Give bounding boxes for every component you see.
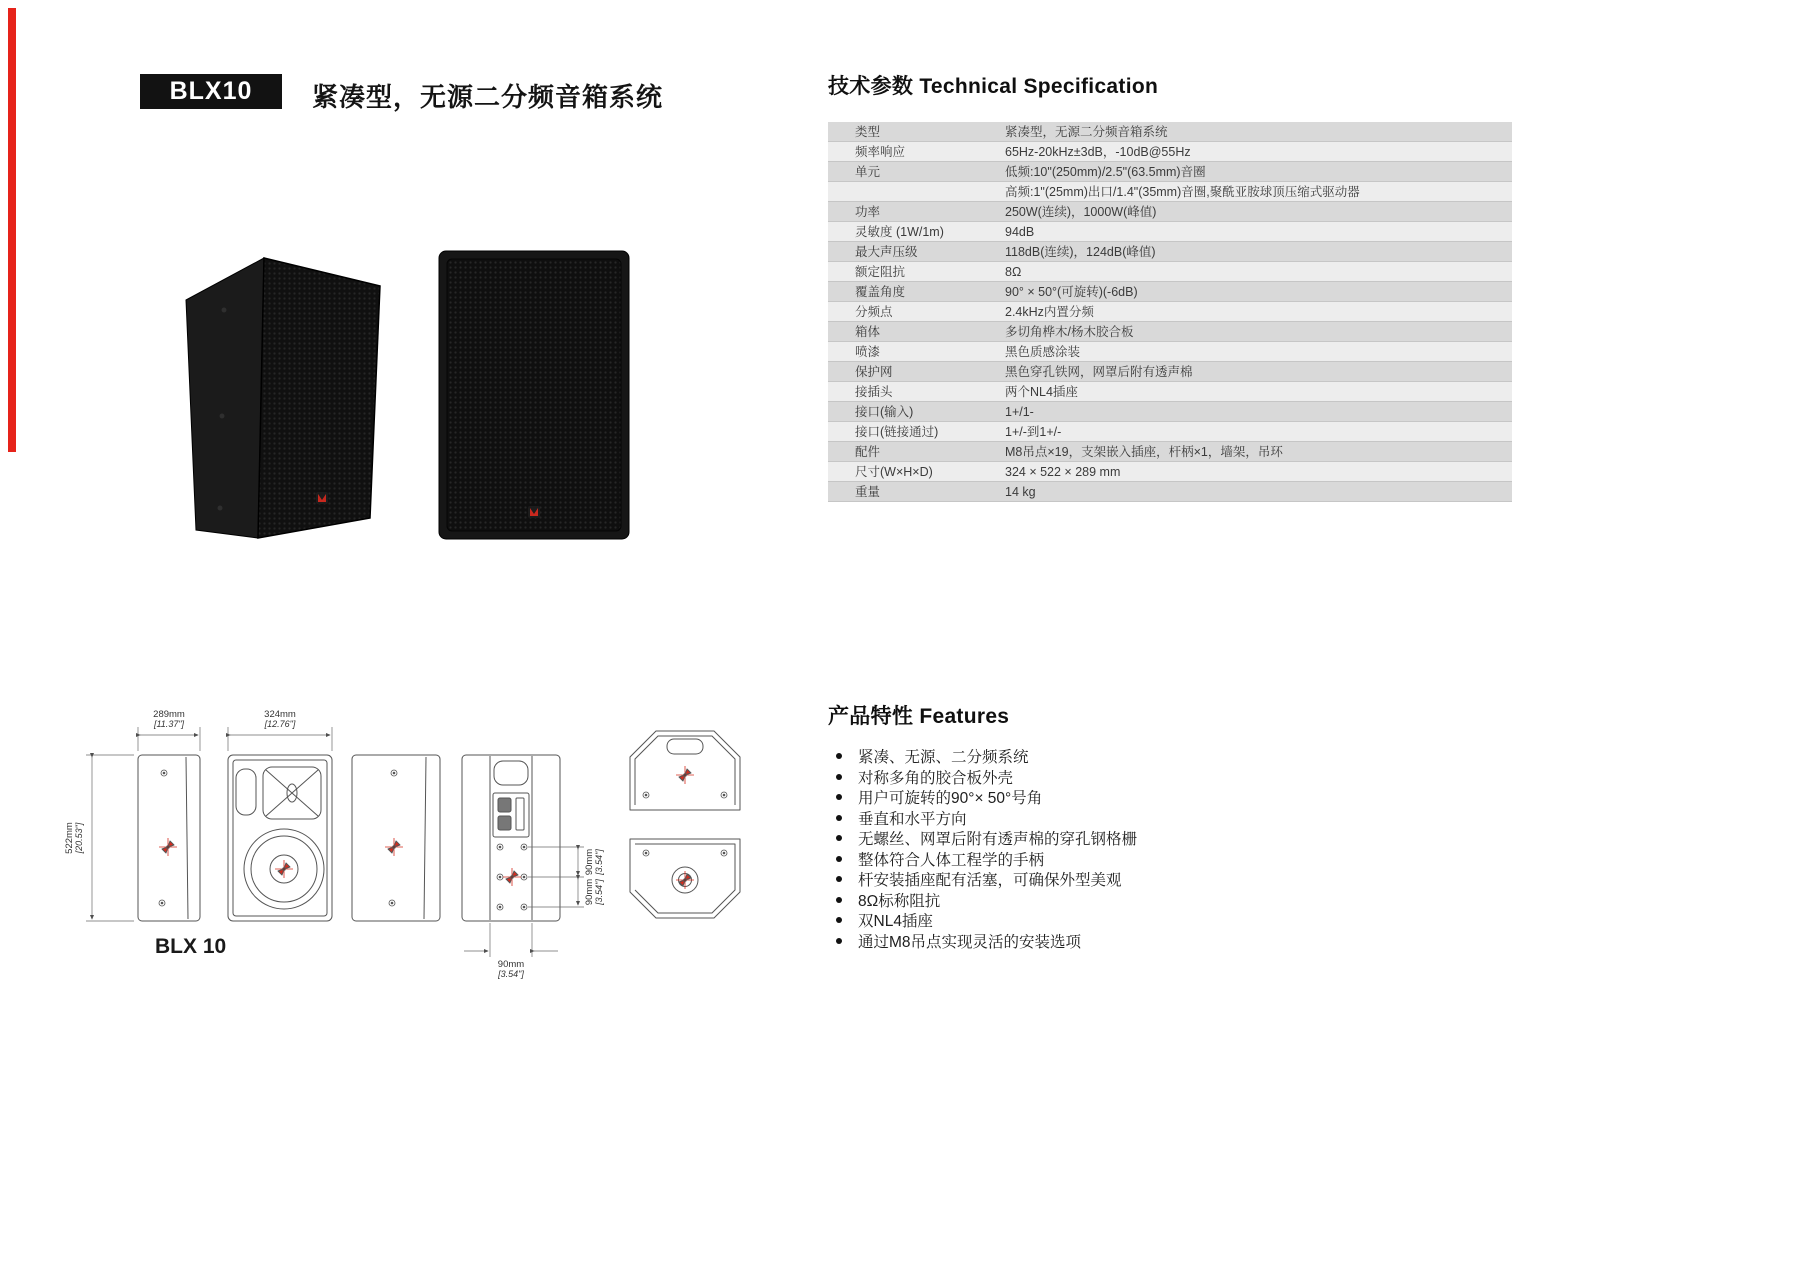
spec-row (828, 342, 1512, 362)
dim-socket-mm: 90mm (584, 878, 595, 906)
feature-item (828, 787, 1428, 808)
feature-item (828, 931, 1428, 952)
spec-label: 覆盖角度 (855, 285, 906, 299)
speaker-photo-angled (172, 246, 392, 548)
spec-label: 接口(输入) (855, 405, 914, 419)
spec-row (828, 142, 1512, 162)
spec-value: 高频:1"(25mm)出口/1.4"(35mm)音圈,聚酰亚胺球顶压缩式驱动器 (1005, 185, 1360, 199)
spec-value: 黑色穿孔铁网，网罩后附有透声棉 (1005, 365, 1193, 379)
features-list (828, 746, 1428, 951)
spec-row (828, 322, 1512, 342)
features-heading (828, 700, 1428, 730)
speaker-side-panel (186, 258, 264, 538)
spec-row (828, 302, 1512, 322)
bullet-icon (836, 774, 842, 780)
dim-depth-in: [11.37"] (153, 719, 185, 729)
dim-height-mm: 522mm (64, 822, 75, 854)
spec-heading-cn: 技术参数 (828, 75, 914, 98)
spec-value: 1+/-到1+/- (1005, 425, 1062, 439)
spec-value: 118dB(连续)，124dB(峰值) (1005, 245, 1156, 259)
bullet-icon (836, 917, 842, 923)
bullet-icon (836, 856, 842, 862)
feature-text: 双NL4插座 (858, 913, 933, 931)
spec-row (828, 442, 1512, 462)
spec-label: 尺寸(W×H×D) (855, 465, 933, 479)
bullet-icon (836, 876, 842, 882)
spec-label: 重量 (855, 485, 881, 499)
feature-item (828, 890, 1428, 911)
spec-value: 1+/1- (1005, 405, 1034, 419)
spec-label: 保护网 (855, 365, 893, 379)
feature-item (828, 767, 1428, 788)
dim-socket-mm: 90mm (584, 848, 595, 876)
dim-socket-in: [3.54"] (594, 849, 604, 875)
drawing-side-view-left (138, 755, 200, 921)
spec-row (828, 262, 1512, 282)
feature-text: 8Ω标称阻抗 (858, 892, 941, 910)
spec-section-heading (828, 70, 1158, 100)
spec-row (828, 182, 1512, 202)
bullet-icon (836, 897, 842, 903)
technical-drawings (60, 695, 770, 1005)
spec-label: 额定阻抗 (855, 265, 906, 279)
feature-item (828, 746, 1428, 767)
spec-value: 250W(连续)，1000W(峰值) (1005, 205, 1157, 219)
dim-socket-in: [3.54"] (594, 879, 604, 905)
spec-label: 单元 (855, 165, 881, 179)
feature-text: 无螺丝、网罩后附有透声棉的穿孔钢格栅 (858, 831, 1138, 849)
speaker-logo (528, 506, 540, 518)
spec-label (828, 182, 1005, 201)
spec-value: 多切角桦木/杨木胶合板 (1005, 325, 1134, 339)
spec-row (828, 382, 1512, 402)
feature-item (828, 869, 1428, 890)
spec-row (828, 222, 1512, 242)
dim-depth-mm: 289mm (153, 709, 185, 720)
speaker-photo-front (438, 250, 630, 540)
features-heading-en: Features (919, 705, 1010, 728)
feature-text: 杆安装插座配有活塞，可确保外型美观 (858, 872, 1122, 890)
feature-item (828, 808, 1428, 829)
spec-value: M8吊点×19，支架嵌入插座，杆柄×1，墙架，吊环 (1005, 445, 1283, 459)
spec-value: 94dB (1005, 225, 1035, 239)
spec-label: 喷漆 (855, 345, 881, 359)
features-section (828, 700, 1428, 951)
accent-bar (8, 8, 16, 452)
bullet-icon (836, 815, 842, 821)
drawing-side-view-right (352, 755, 440, 921)
model-badge: BLX10 (140, 74, 282, 109)
spec-row (828, 202, 1512, 222)
feature-item (828, 910, 1428, 931)
bullet-icon (836, 835, 842, 841)
spec-value: 324 × 522 × 289 mm (1005, 465, 1121, 479)
spec-label: 类型 (855, 125, 881, 139)
spec-label: 频率响应 (855, 145, 906, 159)
dim-width-in: [12.76"] (264, 719, 296, 729)
dim-height-in: [20.53"] (74, 822, 84, 854)
spec-value: 65Hz-20kHz±3dB，-10dB@55Hz (1005, 145, 1191, 159)
spec-value: 90° × 50°(可旋转)(-6dB) (1005, 285, 1138, 299)
speaker-grille (447, 259, 621, 531)
dim-width (228, 727, 332, 751)
spec-value: 8Ω (1005, 265, 1022, 279)
spec-label: 功率 (855, 205, 881, 219)
spec-label: 分频点 (855, 305, 893, 319)
feature-text: 对称多角的胶合板外壳 (858, 769, 1014, 787)
dim-socket-bottom (464, 923, 558, 957)
spec-heading-en: Technical Specification (919, 75, 1159, 98)
spec-label: 箱体 (855, 325, 881, 339)
spec-value: 两个NL4插座 (1005, 385, 1078, 399)
spec-row (828, 242, 1512, 262)
spec-row (828, 402, 1512, 422)
bullet-icon (836, 794, 842, 800)
drawing-front-view (228, 755, 332, 921)
dim-socket-vertical (528, 847, 584, 907)
spec-label: 接口(链接通过) (855, 425, 939, 439)
spec-value: 紧凑型，无源二分频音箱系统 (1005, 125, 1168, 139)
feature-text: 用户可旋转的90°× 50°号角 (858, 790, 1043, 808)
feature-text: 紧凑、无源、二分频系统 (858, 749, 1029, 767)
dim-socket-in: [3.54"] (498, 969, 524, 979)
spec-table (828, 122, 1512, 502)
spec-label: 最大声压级 (855, 245, 918, 259)
feature-item (828, 849, 1428, 870)
drawing-rear-view (462, 755, 560, 921)
drawing-model-label: BLX 10 (155, 935, 227, 958)
spec-value: 2.4kHz内置分频 (1005, 305, 1094, 319)
bullet-icon (836, 938, 842, 944)
dim-width-mm: 324mm (264, 709, 296, 720)
spec-row (828, 422, 1512, 442)
spec-row (828, 362, 1512, 382)
features-heading-cn: 产品特性 (828, 705, 914, 728)
page-title: 紧凑型，无源二分频音箱系统 (312, 82, 664, 112)
spec-label: 配件 (855, 445, 881, 459)
spec-value: 低频:10"(250mm)/2.5"(63.5mm)音圈 (1005, 165, 1206, 179)
dim-depth (138, 727, 200, 751)
spec-value: 黑色质感涂装 (1005, 345, 1081, 359)
bullet-icon (836, 753, 842, 759)
feature-item (828, 828, 1428, 849)
spec-row (828, 282, 1512, 302)
feature-text: 整体符合人体工程学的手柄 (858, 851, 1045, 869)
feature-text: 垂直和水平方向 (858, 810, 967, 828)
dim-socket-mm: 90mm (497, 959, 525, 970)
spec-label: 接插头 (855, 385, 893, 399)
spec-row (828, 482, 1512, 502)
dim-height (86, 755, 134, 921)
spec-row (828, 122, 1512, 142)
spec-row (828, 162, 1512, 182)
speaker-logo (316, 492, 328, 504)
spec-label: 灵敏度 (1W/1m) (855, 225, 944, 239)
spec-row (828, 462, 1512, 482)
feature-text: 通过M8吊点实现灵活的安装选项 (858, 933, 1082, 951)
spec-value: 14 kg (1005, 485, 1036, 499)
